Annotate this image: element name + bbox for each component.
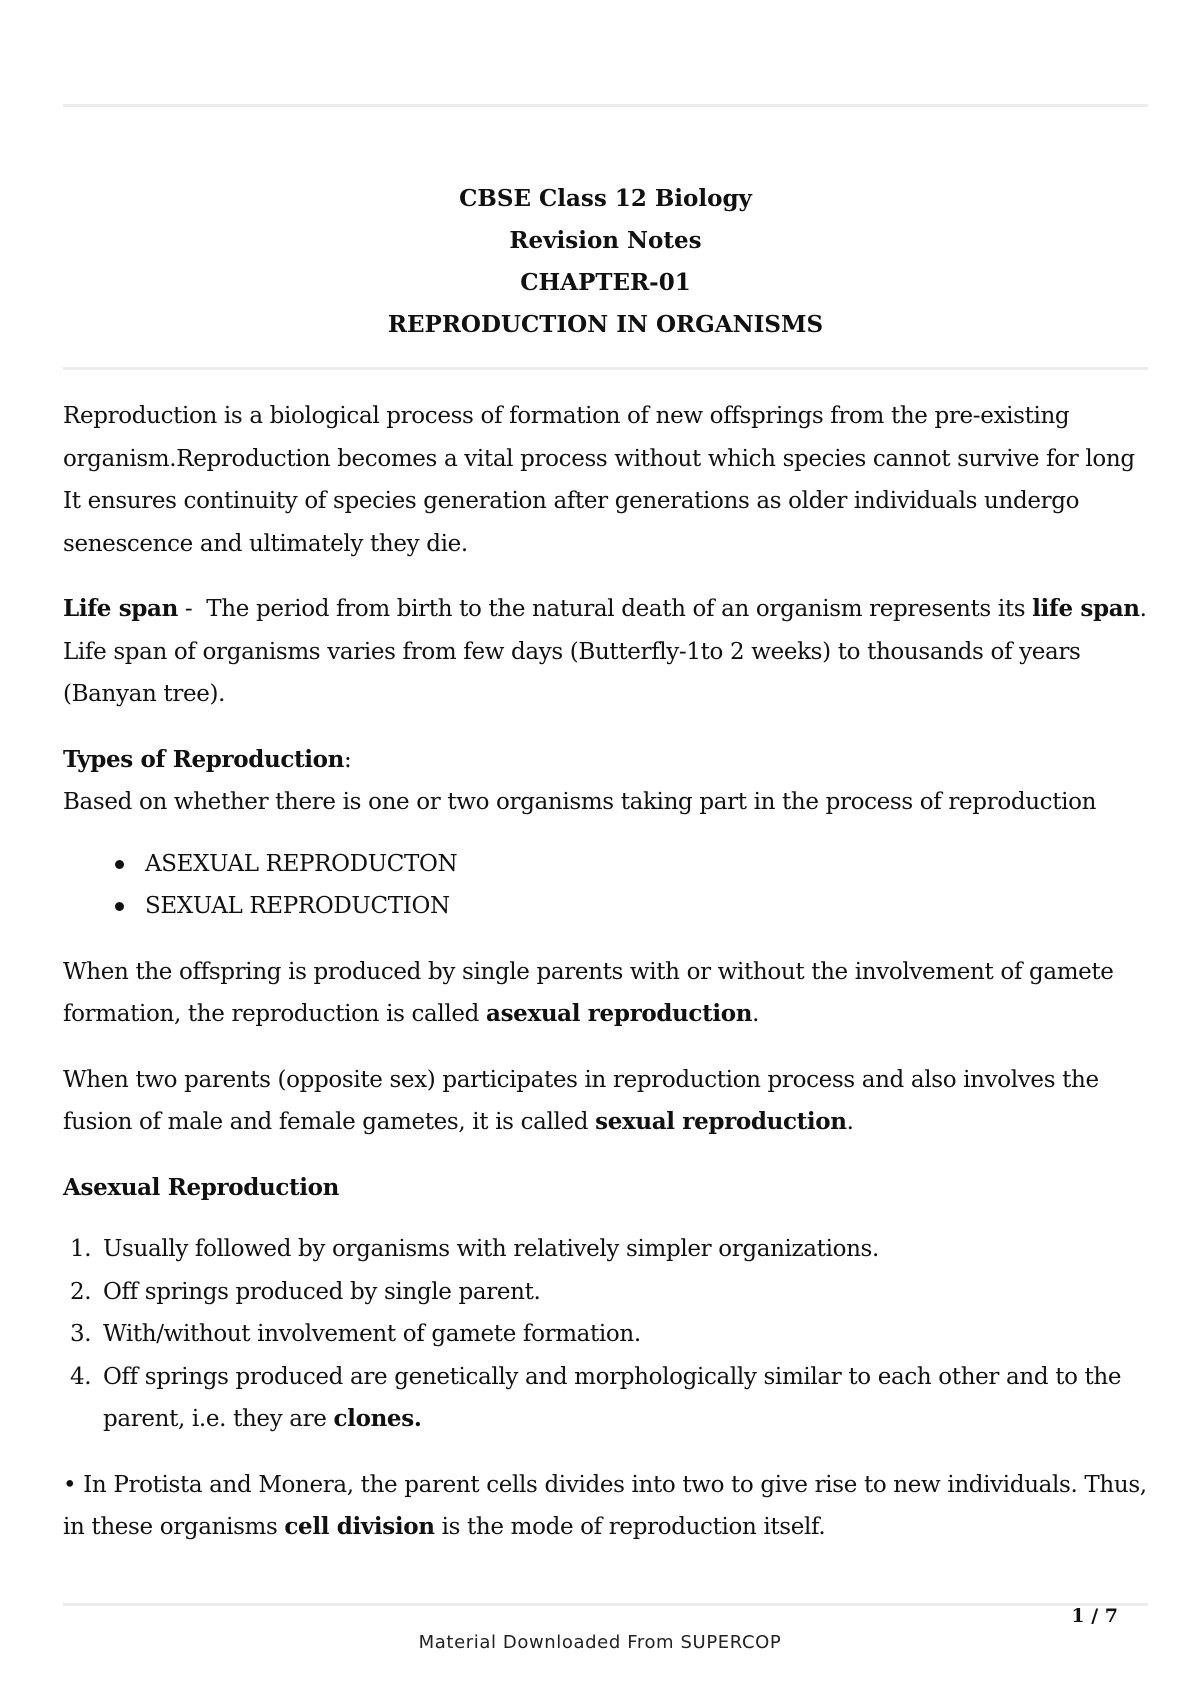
list-text: Off springs produced are genetically and morphologically similar to each other and to the parent, i.e. they are xyxy=(103,1363,1122,1432)
life-span-text-1: The period from birth to the natural death of an organism represents its xyxy=(206,596,1033,622)
asexual-definition-text: When the offspring is produced by single parents with or without the involvement of gamete formation, the reproduction is called xyxy=(63,958,1114,1027)
list-item: ASEXUAL REPRODUCTON xyxy=(145,843,1153,886)
life-span-separator: - xyxy=(177,596,207,622)
asexual-heading: Asexual Reproduction xyxy=(63,1173,340,1201)
sexual-definition-end: . xyxy=(846,1109,854,1135)
asexual-list xyxy=(63,1228,1153,1441)
intro-paragraph: Reproduction is a biological process of formation of new offsprings from the pre-existing organism.Reproduction becomes a vital process without which species cannot survive for long It ensures continuity of species generation after generations as older individuals undergo senescence and ultimately they die. xyxy=(63,403,1135,557)
life-span-term-2: life span xyxy=(1032,595,1140,622)
sexual-definition-text: When two parents (opposite sex) participates in reproduction process and also involves the fusion of male and female gametes, it is called xyxy=(63,1066,1099,1135)
document-header xyxy=(63,178,1148,346)
list-text: With/without involvement of gamete formation. xyxy=(103,1321,641,1347)
protista-text-1: • In Protista and Monera, the parent cells divides into two to give rise to new individuals. Thus, in these organisms xyxy=(63,1471,1147,1540)
header-divider xyxy=(63,367,1148,370)
top-divider xyxy=(63,104,1148,107)
list-number: 2. xyxy=(70,1278,92,1305)
list-item xyxy=(70,1228,1153,1271)
list-number: 3. xyxy=(70,1321,92,1347)
header-subject: CBSE Class 12 Biology xyxy=(459,185,752,212)
list-item xyxy=(70,1313,1153,1356)
protista-paragraph xyxy=(63,1464,1153,1549)
life-span-term: Life span xyxy=(63,595,178,622)
types-heading-line xyxy=(63,739,1153,782)
list-text: Off springs produced by single parent. xyxy=(103,1278,541,1305)
list-number: 4. xyxy=(70,1363,92,1390)
life-span-text-2: . Life span of organisms varies from few days (Butterfly-1to 2 weeks) to thousands of years (Banyan tree). xyxy=(63,596,1147,707)
footer-divider xyxy=(63,1603,1148,1606)
header-notes: Revision Notes xyxy=(509,227,702,254)
clones-term: clones. xyxy=(333,1405,422,1432)
page-number: 1 / 7 xyxy=(1071,1605,1118,1627)
header-chapter-title: REPRODUCTION IN ORGANISMS xyxy=(387,311,824,338)
footer-text: Material Downloaded From SUPERCOP xyxy=(418,1632,782,1653)
list-item xyxy=(70,1271,1153,1314)
types-colon: : xyxy=(344,746,352,773)
life-span-paragraph xyxy=(63,588,1153,716)
document-body xyxy=(63,395,1153,1572)
header-chapter: CHAPTER-01 xyxy=(520,269,691,296)
cell-division-term: cell division xyxy=(284,1513,435,1540)
list-text: Usually followed by organisms with relatively simpler organizations. xyxy=(103,1236,879,1262)
asexual-definition-term: asexual reproduction xyxy=(486,1000,753,1027)
sexual-definition xyxy=(63,1059,1153,1144)
asexual-definition-end: . xyxy=(752,1001,760,1027)
list-number: 1. xyxy=(70,1236,92,1262)
protista-text-2: is the mode of reproduction itself. xyxy=(434,1514,826,1540)
types-text: Based on whether there is one or two organisms taking part in the process of reproduction xyxy=(63,789,1097,815)
list-item: SEXUAL REPRODUCTION xyxy=(145,885,1153,928)
types-heading: Types of Reproduction xyxy=(63,745,345,773)
list-item xyxy=(70,1356,1153,1441)
types-list xyxy=(63,843,1153,928)
asexual-definition xyxy=(63,951,1153,1036)
sexual-definition-term: sexual reproduction xyxy=(595,1108,847,1135)
